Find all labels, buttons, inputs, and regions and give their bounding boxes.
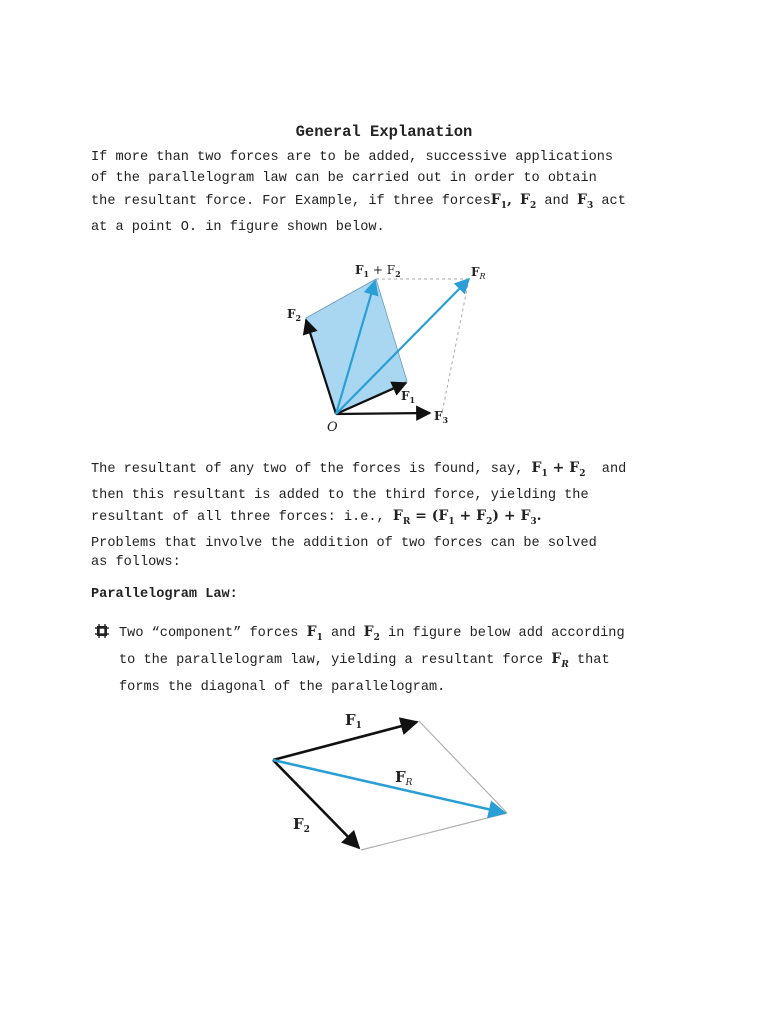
bullet-item: [91, 622, 677, 698]
bullet-symbol-f1: $F_1$: [306, 624, 323, 643]
label-f2: $F_2$: [293, 815, 310, 835]
resultant-line-1-and: and: [593, 462, 627, 477]
label-fr: $F_R$: [395, 768, 413, 788]
symbol-comma: ,: [506, 191, 512, 208]
arrow-f3: [336, 413, 430, 414]
expr-f1-plus-f2: $F_1 + F_2$: [531, 460, 586, 479]
section-heading: Parallelogram Law:: [91, 587, 238, 602]
intro-line-3-text: the resultant force. For Example, if three forces: [91, 193, 491, 209]
label-f1: $F_1$: [401, 389, 416, 405]
bullet-line-1-end: in figure below add according: [379, 626, 625, 641]
outline-bottom: [361, 813, 507, 850]
label-origin: O: [327, 420, 338, 434]
dashed-line-right: [442, 279, 469, 413]
bullet-line-1-text: Two “component” forces: [119, 626, 299, 641]
bullet-line-2-text: to the parallelogram law, yielding a resultant force: [119, 653, 544, 669]
problems-line-2: as follows:: [91, 555, 181, 570]
symbol-f2: $F_2$: [520, 191, 537, 211]
page-title: General Explanation: [295, 123, 473, 141]
bullet-line-2-end: that: [568, 653, 610, 669]
resultant-line-3-text: resultant of all three forces: i.e.,: [91, 509, 385, 525]
arrow-f2: [273, 760, 359, 848]
label-f3: $F_3$: [434, 409, 449, 425]
bullet-text: [119, 622, 677, 698]
resultant-line-1: [91, 458, 677, 485]
arrow-fr: [273, 760, 505, 813]
label-fr: $F_R$: [471, 265, 486, 281]
expr-fr-equation: $F_R = (F_1 + F_2) + F_3$.: [392, 507, 542, 527]
bullet-symbol-fr: $F_R$: [551, 651, 569, 671]
intro-line-4: at a point O. in figure shown below.: [91, 219, 385, 235]
intro-line-1: If more than two forces are to be added, successive applications: [91, 150, 614, 165]
intro-line-2: of the parallelogram law can be carried out in order to obtain: [91, 171, 597, 187]
bullet-line-3: forms the diagonal of the parallelogram.: [119, 679, 446, 695]
symbol-f3: $F_3$: [577, 191, 594, 211]
bullet-line-2: [119, 649, 677, 676]
intro-paragraph: [91, 147, 677, 238]
intro-line-3: [91, 190, 677, 217]
bullet-hash-icon: [95, 624, 109, 638]
symbol-f1: $F_1$: [490, 191, 507, 211]
bullet-and: and: [322, 626, 364, 641]
label-f2: $F_2$: [287, 307, 302, 323]
intro-and: and: [536, 193, 578, 209]
three-forces-figure: [270, 252, 510, 434]
problems-paragraph: [91, 534, 677, 572]
resultant-paragraph: [91, 458, 677, 533]
label-f1-plus-f2: $F_1 + F_2$: [355, 263, 401, 279]
bullet-symbol-f2: $F_2$: [363, 624, 380, 643]
outline-top-right: [419, 721, 507, 813]
parallelogram-figure: [265, 705, 515, 860]
label-f1: $F_1$: [345, 711, 362, 731]
intro-act: act: [593, 193, 626, 209]
problems-line-1: Problems that involve the addition of two forces can be solved: [91, 536, 597, 551]
resultant-line-1-text: The resultant of any two of the forces is found, say,: [91, 462, 524, 477]
bullet-line-1: [119, 622, 677, 649]
resultant-line-2: then this resultant is added to the third force, yielding the: [91, 487, 589, 503]
resultant-line-3: [91, 506, 677, 533]
